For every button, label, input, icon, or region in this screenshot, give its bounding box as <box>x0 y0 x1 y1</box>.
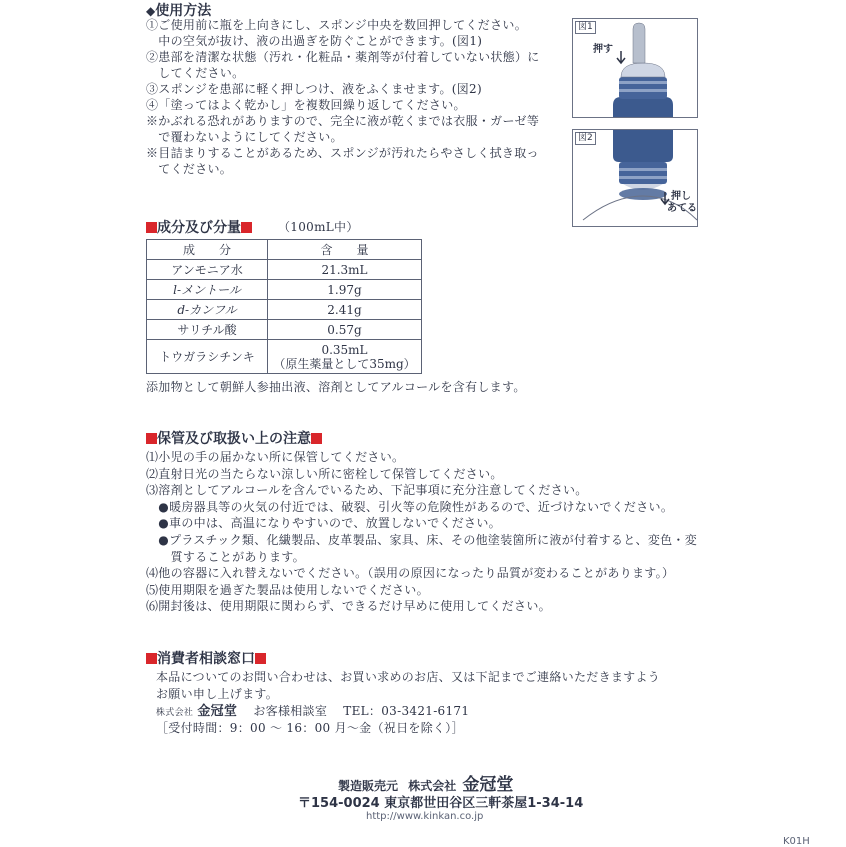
red-square-icon <box>146 433 157 444</box>
usage-line: てください。 <box>146 162 233 176</box>
usage-title: 使用方法 <box>155 3 212 19</box>
maker-url[interactable]: http://www.kinkan.co.jp <box>366 811 484 822</box>
table-header-amount: 含 量 <box>268 240 422 260</box>
ingredient-amount: 1.97g <box>268 280 422 300</box>
usage-line: ④「塗ってはよく乾かし」を複数回繰り返してください。 <box>146 98 466 112</box>
maker-name: 金冠堂 <box>462 775 514 795</box>
ingredients-title: 成分及び分量 <box>157 220 241 236</box>
ingredient-name: l-メントール <box>147 280 268 300</box>
additives-text: 添加物として朝鮮人参抽出液、溶剤としてアルコールを含有します。 <box>146 380 526 394</box>
figure-2-press-text: 押し <box>671 191 691 202</box>
ingredients-per: （100mL中） <box>278 220 359 234</box>
red-square-icon <box>311 433 322 444</box>
usage-line: で覆わないようにしてください。 <box>146 130 343 144</box>
bottle-press-illustration <box>573 19 697 117</box>
consumer-title: 消費者相談窓口 <box>157 651 255 667</box>
ingredient-amount: 21.3mL <box>268 260 422 280</box>
figure-2 <box>572 129 698 227</box>
maker-prefix: 株式会社 <box>408 779 457 793</box>
storage-line: ●プラスチック類、化繊製品、皮革製品、家具、床、その他塗装箇所に液が付着すると、変色・変 <box>146 532 698 547</box>
red-square-icon <box>255 653 266 664</box>
table-row <box>147 300 422 320</box>
consumer-line-2: お願い申し上げます。 <box>156 687 279 701</box>
consumer-tel: TEL：03-3421-6171 <box>343 704 470 718</box>
table-row <box>147 260 422 280</box>
storage-heading <box>146 428 322 448</box>
maker-label: 製造販売元 <box>338 779 399 793</box>
storage-line: ⑹開封後は、使用期限に関わらず、できるだけ早めに使用してください。 <box>146 599 551 614</box>
figure-2-apply-text: あてる <box>667 203 697 214</box>
ingredient-amount: 0.35mL <box>321 342 368 357</box>
usage-line: ①ご使用前に瓶を上向きにし、スポンジ中央を数回押してください。 <box>146 18 528 32</box>
maker-address: 〒154-0024 東京都世田谷区三軒茶屋1-34-14 <box>298 796 584 811</box>
company-prefix: 株式会社 <box>156 708 194 718</box>
ingredient-name: トウガラシチンキ <box>147 340 268 374</box>
ingredient-name: アンモニア水 <box>147 260 268 280</box>
consumer-line-1: 本品についてのお問い合わせは、お買い求めのお店、又は下記までご連絡いただきますよう <box>156 670 661 684</box>
consumer-heading <box>146 648 266 668</box>
storage-line: ●暖房器具等の火気の付近では、破裂、引火等の危険性があるので、近づけないでください。 <box>146 499 674 514</box>
ingredient-name: d-カンフル <box>147 300 268 320</box>
storage-line: ⑵直射日光の当たらない涼しい所に密栓して保管してください。 <box>146 466 503 481</box>
table-header-name: 成 分 <box>147 240 268 260</box>
usage-list <box>146 17 540 177</box>
storage-line: 質することがあります。 <box>146 549 305 564</box>
red-square-icon <box>146 653 157 664</box>
product-code: K01H <box>783 836 810 847</box>
figure-1-label: 図1 <box>575 21 596 34</box>
ingredient-amount: 0.57g <box>268 320 422 340</box>
storage-line: ⑸使用期限を過ぎた製品は使用しないでください。 <box>146 582 429 597</box>
storage-list <box>146 449 697 615</box>
ingredients-heading <box>146 217 252 237</box>
red-square-icon <box>146 222 157 233</box>
storage-line: ⑴小児の手の届かない所に保管してください。 <box>146 450 405 464</box>
figure-2-label: 図2 <box>575 132 596 145</box>
storage-line: ⑶溶剤としてアルコールを含んでいるため、下記事項に充分注意してください。 <box>146 483 588 498</box>
company-name: 金冠堂 <box>197 704 238 719</box>
consumer-hours: ［受付時間：9：00 ～ 16：00 月～金（祝日を除く）］ <box>156 721 464 735</box>
table-header-row <box>147 240 422 260</box>
storage-line: ⑷他の容器に入れ替えないでください。（誤用の原因になったり品質が変わることがあります。） <box>146 566 675 581</box>
usage-line: ※かぶれる恐れがありますので、完全に液が乾くまでは衣服・ガーゼ等 <box>146 114 540 128</box>
consumer-contact <box>156 703 469 721</box>
table-row <box>147 340 422 374</box>
usage-line: ※目詰まりすることがあるため、スポンジが汚れたらやさしく拭き取っ <box>146 146 539 160</box>
red-square-icon <box>241 222 252 233</box>
ingredient-amount: 2.41g <box>268 300 422 320</box>
table-row <box>147 280 422 300</box>
ingredient-name: サリチル酸 <box>147 320 268 340</box>
ingredient-amount-cell <box>268 340 422 374</box>
usage-line: してください。 <box>146 66 245 80</box>
figure-1 <box>572 18 698 118</box>
consumer-desk: お客様相談室 <box>253 704 328 718</box>
usage-line: ③スポンジを患部に軽く押しつけ、液をふくませます。(図2) <box>146 82 482 96</box>
usage-line: 中の空気が抜け、液の出過ぎを防ぐことができます。(図1) <box>146 34 483 48</box>
table-row <box>147 320 422 340</box>
ingredients-table <box>146 239 422 374</box>
ingredient-amount-note: （原生薬量として35mg） <box>273 356 416 371</box>
storage-title: 保管及び取扱い上の注意 <box>157 431 311 447</box>
usage-line: ②患部を清潔な状態（汚れ・化粧品・薬剤等が付着していない状態）に <box>146 50 540 64</box>
usage-bullet: ◆ <box>146 4 156 18</box>
storage-line: ●車の中は、高温になりやすいので、放置しないでください。 <box>146 516 501 531</box>
figure-1-press-text: 押す <box>593 44 613 55</box>
